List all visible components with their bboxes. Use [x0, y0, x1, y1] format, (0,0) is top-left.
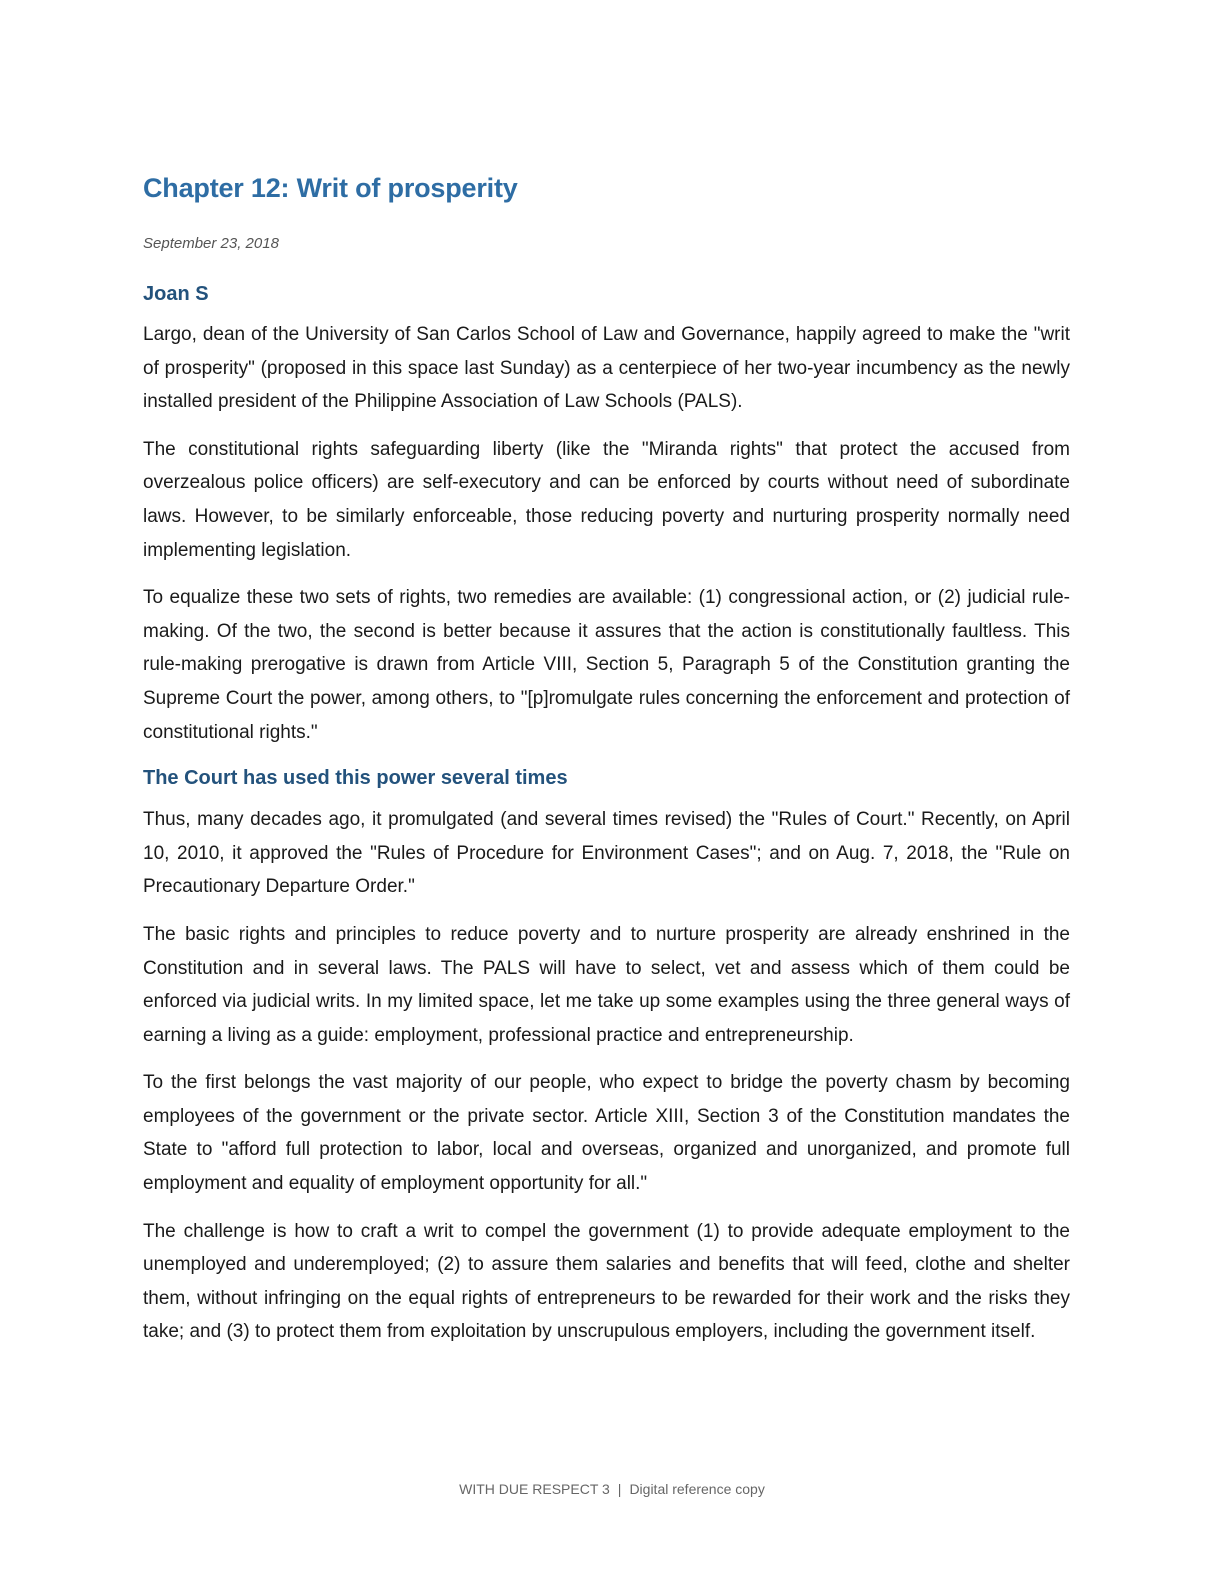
paragraph: The challenge is how to craft a writ to compel the government (1) to provide adequate employment to the unemployed and underemployed; (2) to assure them salaries and benefits that will feed, clothe and shelter them, without infringing on the equal rights of entrepreneurs to be rewarded for their work and the risks they take; and (3) to protect them from exploitation by unscrupulous employers, including the government itself. [143, 1220, 1070, 1343]
chapter-title: Chapter 12: Writ of prosperity [143, 173, 518, 203]
author-name: Joan S [143, 283, 209, 305]
paragraph: The constitutional rights safeguarding liberty (like the "Miranda rights" that protect the accused from overzealous police officers) are self-executory and can be enforced by courts without need of subordinate laws. However, to be similarly enforceable, those reducing poverty and nurturing prosperity normally need implementing legislation. [143, 438, 1070, 561]
paragraph: To equalize these two sets of rights, two remedies are available: (1) congressional action, or (2) judicial rule-making. Of the two, the second is better because it assures that the action is constitutionally faultless. This rule-making prerogative is drawn from Article VIII, Section 5, Paragraph 5 of the Constitution granting the Supreme Court the power, among others, to "[p]romulgate rules concerning the enforcement and protection of constitutional rights." [143, 587, 1070, 743]
paragraph: Largo, dean of the University of San Carlos School of Law and Governance, happily agreed to make the "writ of prosperity" (proposed in this space last Sunday) as a centerpiece of her two-year incumbency as the newly installed president of the Philippine Association of Law Schools (PALS). [143, 324, 1070, 413]
paragraph: The basic rights and principles to reduce poverty and to nurture prosperity are already enshrined in the Constitution and in several laws. The PALS will have to select, vet and assess which of them could be enforced via judicial writs. In my limited space, let me take up some examples using the three general ways of earning a living as a guide: employment, professional practice and entrepreneurship. [143, 923, 1070, 1046]
paragraph: Thus, many decades ago, it promulgated (and several times revised) the "Rules of Court." Recently, on April 10, 2010, it approved the "Rules of Procedure for Environment Cases"; and on Aug. 7, 2018, the "Rule on Precautionary Departure Order." [143, 809, 1070, 898]
publication-date: September 23, 2018 [143, 235, 279, 252]
footer-book-title: WITH DUE RESPECT 3 [459, 1481, 610, 1497]
section-subheading: The Court has used this power several times [143, 767, 568, 790]
page-footer [0, 1479, 1224, 1499]
paragraph: To the first belongs the vast majority of our people, who expect to bridge the poverty chasm by becoming employees of the government or the private sector. Article XIII, Section 3 of the Constitution mandates the State to "afford full protection to labor, local and overseas, organized and unorganized, and promote full employment and equality of employment opportunity for all." [143, 1072, 1070, 1195]
footer-separator: | [617, 1481, 622, 1497]
document-page [143, 168, 1070, 1363]
footer-copy-note: Digital reference copy [629, 1481, 765, 1497]
